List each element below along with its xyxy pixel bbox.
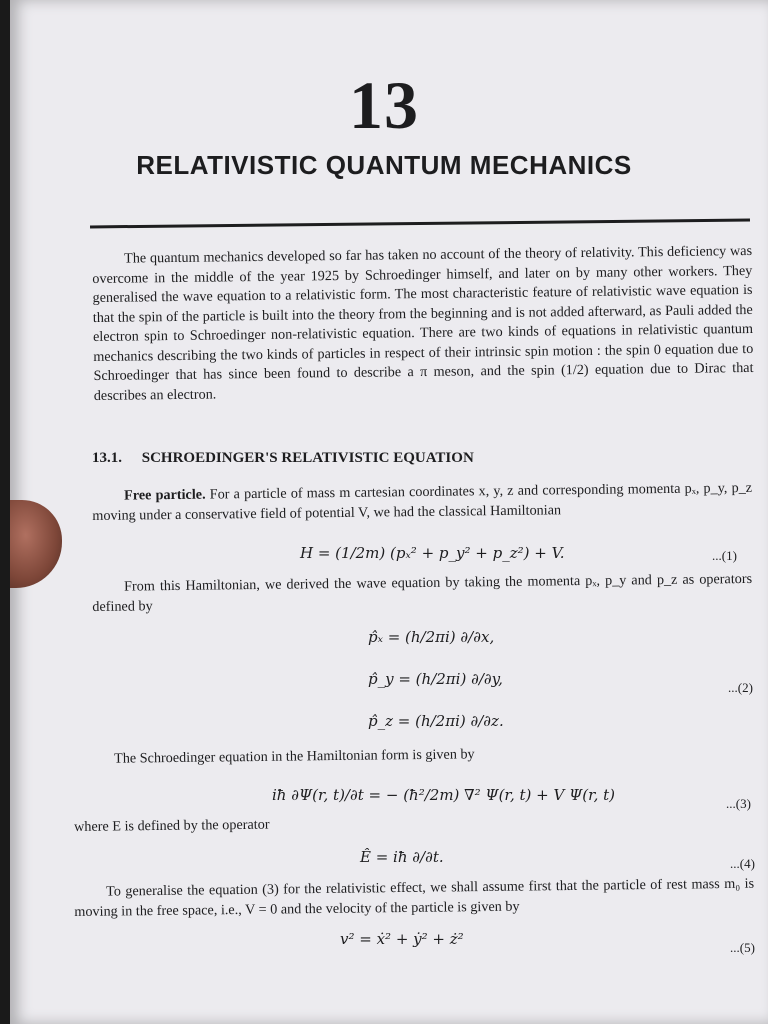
equation-4-number: ...(4)	[730, 856, 755, 871]
equation-2-py: p̂_y = (h/2πi) ∂/∂y,	[368, 670, 503, 688]
schroedinger-form-paragraph: The Schroedinger equation in the Hamiltonian form is given by	[114, 746, 475, 767]
section-number: 13.1.	[92, 450, 122, 466]
equation-5: v² = ẋ² + ẏ² + ż²	[340, 930, 464, 948]
chapter-title: RELATIVISTIC QUANTUM MECHANICS	[136, 150, 632, 180]
intro-paragraph: The quantum mechanics developed so far has taken no account of the theory of relativity. This deficiency was overcome in the middle of the year 1925 by Schroedinger himself, and later on by many other workers. They generalised the wave equation to a relativistic form. The most characteristic feature of relativistic wave equation is that the spin of the particle is built into the theory from the beginning and is not added afterward, as Pauli added the electron spin to Schroedinger non-relativistic equation. There are two kinds of equations in relativistic quantum mechanics describing the two kinds of particles in respect of their intrinsic spin motion : the spin 0 equation due to Schroedinger that has since been found to describe a π meson, and the spin (1/2) equation due to Dirac that describes an electron.	[92, 242, 754, 404]
equation-4: Ê = iħ ∂/∂t.	[360, 848, 444, 866]
equation-1: H = (1/2m) (pₓ² + p_y² + p_z²) + V.	[300, 544, 565, 562]
where-e-paragraph: where E is defined by the operator	[74, 816, 270, 835]
free-particle-lead: Free particle.	[124, 486, 206, 504]
equation-3: iħ ∂Ψ(r, t)/∂t = − (ħ²/2m) ∇² Ψ(r, t) + V Ψ(r, t)	[272, 786, 616, 804]
section-heading	[92, 450, 474, 467]
equation-2-pz: p̂_z = (h/2πi) ∂/∂z.	[368, 712, 504, 730]
chapter-number: 13	[349, 67, 419, 143]
equation-1-number: ...(1)	[712, 548, 737, 563]
equation-2-number: ...(2)	[728, 680, 753, 695]
equation-2-px: p̂ₓ = (h/2πi) ∂/∂x,	[368, 628, 495, 646]
free-particle-text: For a particle of mass m cartesian coordinates x, y, z and corresponding momenta pₓ, p_y, p_z moving under a conservative field of potential V, we had the classical Hamiltonian	[92, 479, 753, 524]
generalise-paragraph: To generalise the equation (3) for the relativistic effect, we shall assume first that the particle of rest mass m₀ is moving in the free space, i.e., V = 0 and the velocity of the particle is given by	[74, 875, 755, 920]
from-hamiltonian-paragraph: From this Hamiltonian, we derived the wave equation by taking the momenta pₓ, p_y and p_z as operators defined by	[92, 570, 753, 615]
free-particle-paragraph	[92, 479, 752, 526]
thumb-holding-page	[10, 500, 62, 588]
equation-3-number: ...(3)	[726, 796, 751, 811]
section-title: SCHROEDINGER'S RELATIVISTIC EQUATION	[141, 450, 474, 466]
equation-5-number: ...(5)	[730, 940, 755, 955]
